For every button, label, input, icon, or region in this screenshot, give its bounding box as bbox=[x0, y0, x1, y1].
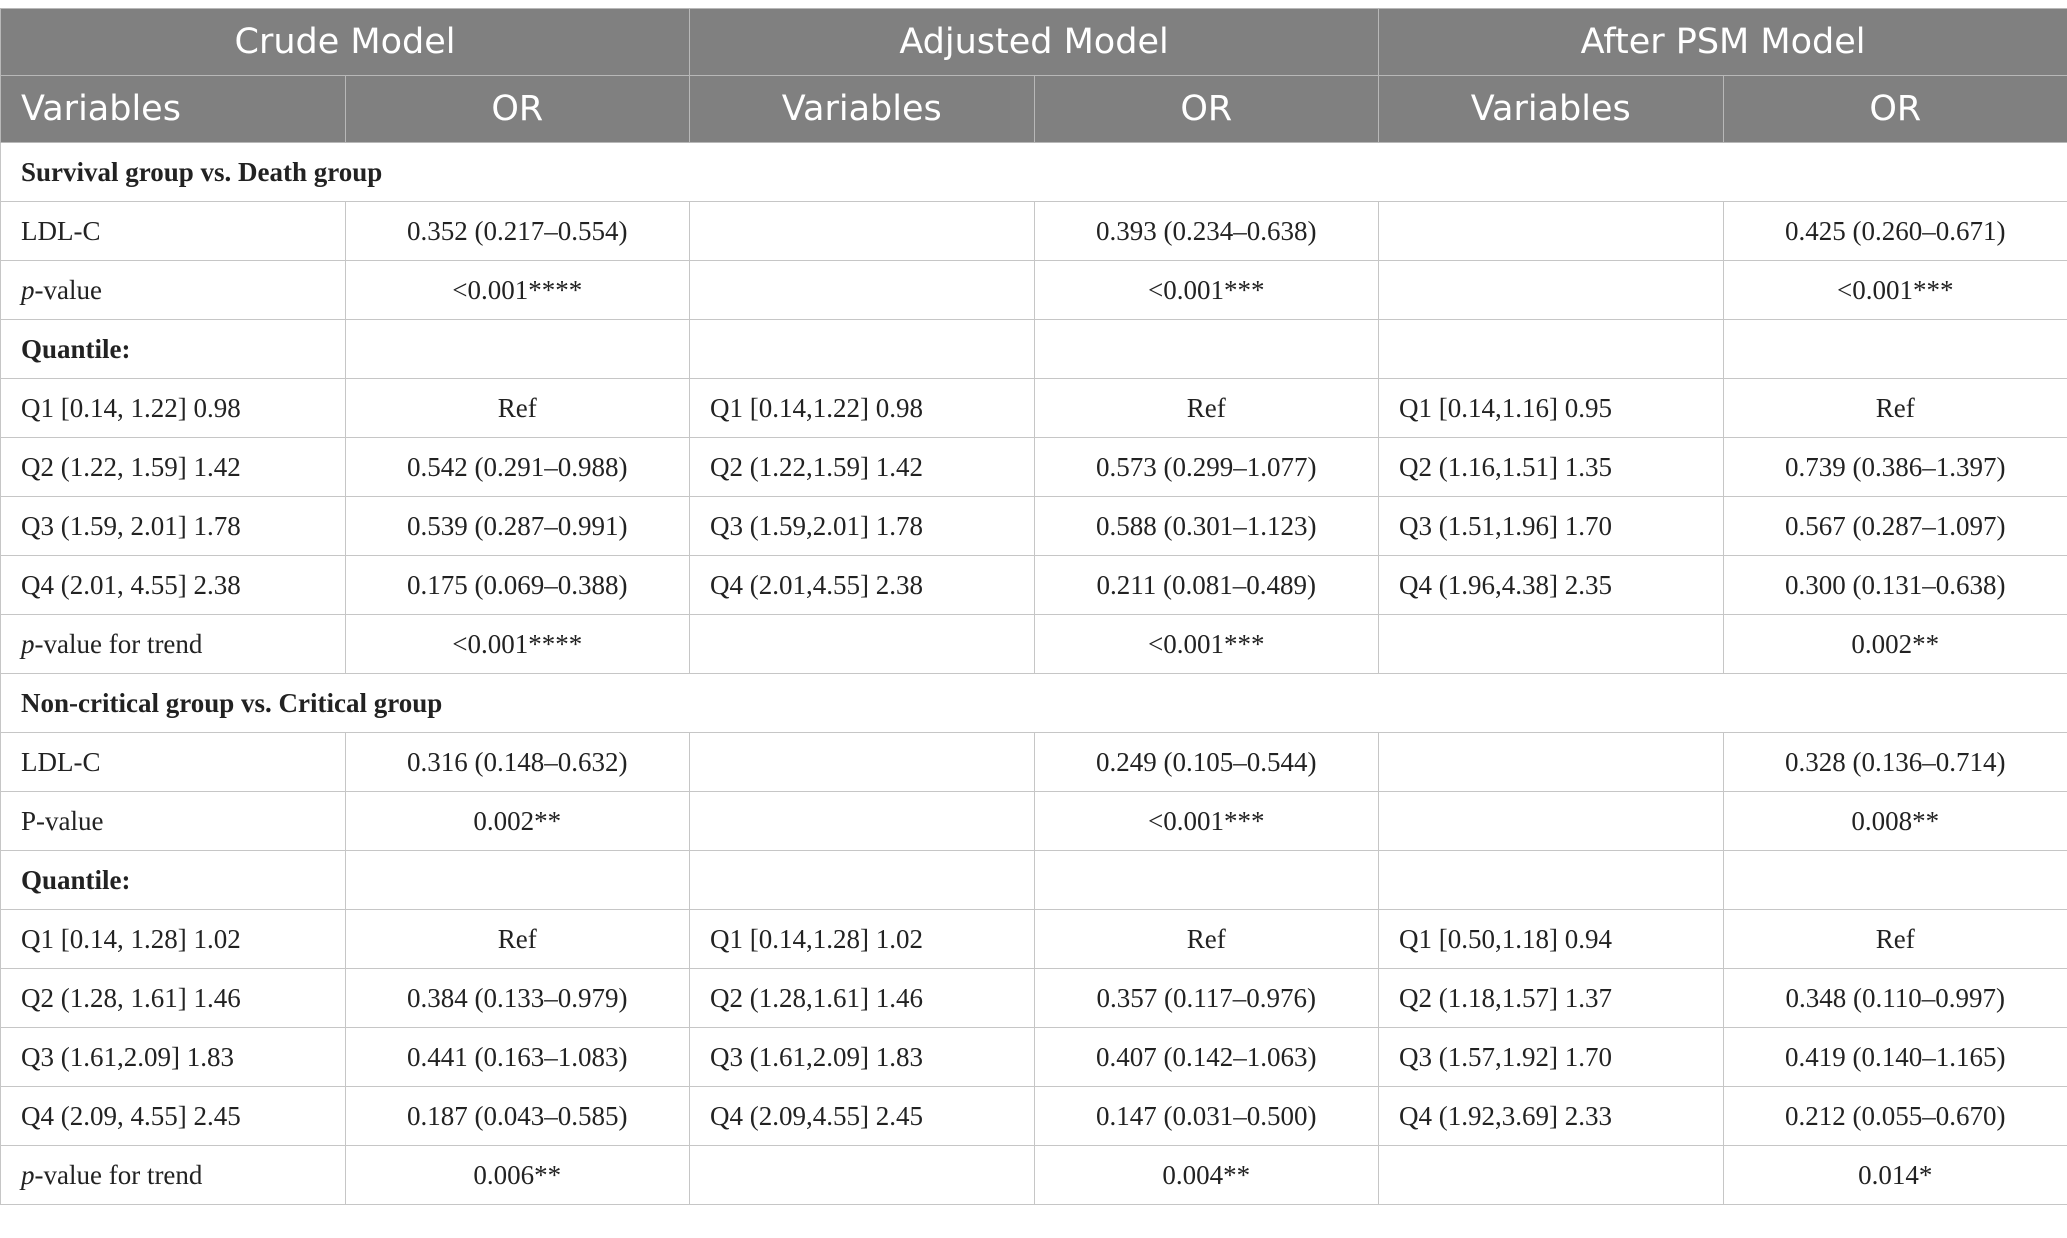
empty-cell bbox=[1723, 320, 2067, 379]
empty-cell bbox=[1379, 1146, 1724, 1205]
quantile-row bbox=[1, 379, 2067, 438]
adjusted-quantile-or: 0.147 (0.031–0.500) bbox=[1034, 1087, 1379, 1146]
crude-quantile-var: Q2 (1.28, 1.61] 1.46 bbox=[1, 969, 346, 1028]
pvalue-label bbox=[1, 261, 346, 320]
or-results-table bbox=[0, 8, 2067, 1205]
model-header-row bbox=[1, 9, 2067, 76]
adjusted-quantile-or: 0.588 (0.301–1.123) bbox=[1034, 497, 1379, 556]
section-row bbox=[1, 143, 2067, 202]
table-row bbox=[1, 851, 2067, 910]
crude-or-header: OR bbox=[345, 76, 690, 143]
empty-cell bbox=[690, 202, 1035, 261]
pvalue-label-italic: p bbox=[21, 274, 35, 305]
psm-quantile-or: 0.348 (0.110–0.997) bbox=[1723, 969, 2067, 1028]
crude-model-header: Crude Model bbox=[1, 9, 690, 76]
psm-quantile-or: 0.419 (0.140–1.165) bbox=[1723, 1028, 2067, 1087]
empty-cell bbox=[690, 792, 1035, 851]
psm-quantile-var: Q1 [0.50,1.18] 0.94 bbox=[1379, 910, 1724, 969]
psm-variables-header: Variables bbox=[1379, 76, 1724, 143]
psm-pvalue: 0.008** bbox=[1723, 792, 2067, 851]
crude-pvalue: 0.002** bbox=[345, 792, 690, 851]
pvalue-label bbox=[1, 792, 346, 851]
empty-cell bbox=[1379, 733, 1724, 792]
adjusted-or-value: 0.393 (0.234–0.638) bbox=[1034, 202, 1379, 261]
empty-cell bbox=[1379, 202, 1724, 261]
psm-quantile-var: Q4 (1.96,4.38] 2.35 bbox=[1379, 556, 1724, 615]
adjusted-quantile-or: Ref bbox=[1034, 379, 1379, 438]
quantile-row bbox=[1, 969, 2067, 1028]
trend-label bbox=[1, 1146, 346, 1205]
ldl-label: LDL-C bbox=[1, 202, 346, 261]
table-body bbox=[1, 143, 2067, 1205]
crude-quantile-or: 0.441 (0.163–1.083) bbox=[345, 1028, 690, 1087]
empty-cell bbox=[690, 615, 1035, 674]
quantile-row bbox=[1, 910, 2067, 969]
crude-quantile-var: Q4 (2.09, 4.55] 2.45 bbox=[1, 1087, 346, 1146]
adjusted-quantile-var: Q1 [0.14,1.22] 0.98 bbox=[690, 379, 1035, 438]
adjusted-quantile-var: Q2 (1.22,1.59] 1.42 bbox=[690, 438, 1035, 497]
adjusted-quantile-var: Q1 [0.14,1.28] 1.02 bbox=[690, 910, 1035, 969]
crude-trend-pvalue: <0.001**** bbox=[345, 615, 690, 674]
table-container bbox=[0, 8, 2067, 1205]
section-title: Survival group vs. Death group bbox=[1, 143, 2067, 202]
table-row bbox=[1, 733, 2067, 792]
crude-quantile-or: 0.187 (0.043–0.585) bbox=[345, 1087, 690, 1146]
crude-quantile-or: Ref bbox=[345, 910, 690, 969]
crude-quantile-var: Q3 (1.59, 2.01] 1.78 bbox=[1, 497, 346, 556]
crude-variables-header: Variables bbox=[1, 76, 346, 143]
quantile-row bbox=[1, 1087, 2067, 1146]
crude-quantile-or: 0.539 (0.287–0.991) bbox=[345, 497, 690, 556]
adjusted-model-header: Adjusted Model bbox=[690, 9, 1379, 76]
adjusted-quantile-var: Q4 (2.01,4.55] 2.38 bbox=[690, 556, 1035, 615]
crude-quantile-var: Q2 (1.22, 1.59] 1.42 bbox=[1, 438, 346, 497]
crude-trend-pvalue: 0.006** bbox=[345, 1146, 690, 1205]
adjusted-trend-pvalue: <0.001*** bbox=[1034, 615, 1379, 674]
psm-quantile-or: 0.567 (0.287–1.097) bbox=[1723, 497, 2067, 556]
empty-cell bbox=[1379, 320, 1724, 379]
adjusted-or-header: OR bbox=[1034, 76, 1379, 143]
psm-quantile-var: Q4 (1.92,3.69] 2.33 bbox=[1379, 1087, 1724, 1146]
table-row bbox=[1, 261, 2067, 320]
adjusted-quantile-var: Q3 (1.59,2.01] 1.78 bbox=[690, 497, 1035, 556]
pvalue-label-rest: P-value bbox=[21, 805, 104, 836]
table-row bbox=[1, 1146, 2067, 1205]
empty-cell bbox=[1379, 615, 1724, 674]
crude-quantile-or: Ref bbox=[345, 379, 690, 438]
psm-or-header: OR bbox=[1723, 76, 2067, 143]
crude-quantile-var: Q3 (1.61,2.09] 1.83 bbox=[1, 1028, 346, 1087]
crude-or-value: 0.316 (0.148–0.632) bbox=[345, 733, 690, 792]
psm-pvalue: <0.001*** bbox=[1723, 261, 2067, 320]
trend-label-italic: p bbox=[21, 628, 35, 659]
table-row bbox=[1, 792, 2067, 851]
quantile-row bbox=[1, 556, 2067, 615]
psm-quantile-var: Q2 (1.16,1.51] 1.35 bbox=[1379, 438, 1724, 497]
psm-quantile-or: Ref bbox=[1723, 379, 2067, 438]
empty-cell bbox=[690, 261, 1035, 320]
crude-quantile-var: Q4 (2.01, 4.55] 2.38 bbox=[1, 556, 346, 615]
empty-cell bbox=[1379, 792, 1724, 851]
section-row bbox=[1, 674, 2067, 733]
psm-trend-pvalue: 0.014* bbox=[1723, 1146, 2067, 1205]
quantile-label: Quantile: bbox=[1, 320, 346, 379]
crude-quantile-or: 0.384 (0.133–0.979) bbox=[345, 969, 690, 1028]
table-row bbox=[1, 202, 2067, 261]
empty-cell bbox=[690, 320, 1035, 379]
column-header-row bbox=[1, 76, 2067, 143]
adjusted-pvalue: <0.001*** bbox=[1034, 261, 1379, 320]
section-title: Non-critical group vs. Critical group bbox=[1, 674, 2067, 733]
table-header bbox=[1, 9, 2067, 143]
adjusted-quantile-or: 0.357 (0.117–0.976) bbox=[1034, 969, 1379, 1028]
psm-quantile-var: Q1 [0.14,1.16] 0.95 bbox=[1379, 379, 1724, 438]
trend-label bbox=[1, 615, 346, 674]
trend-label-rest: -value for trend bbox=[34, 1159, 203, 1190]
quantile-row bbox=[1, 438, 2067, 497]
empty-cell bbox=[690, 733, 1035, 792]
adjusted-quantile-or: 0.407 (0.142–1.063) bbox=[1034, 1028, 1379, 1087]
psm-quantile-var: Q2 (1.18,1.57] 1.37 bbox=[1379, 969, 1724, 1028]
empty-cell bbox=[345, 320, 690, 379]
adjusted-quantile-or: 0.211 (0.081–0.489) bbox=[1034, 556, 1379, 615]
psm-quantile-var: Q3 (1.57,1.92] 1.70 bbox=[1379, 1028, 1724, 1087]
quantile-row bbox=[1, 1028, 2067, 1087]
adjusted-or-value: 0.249 (0.105–0.544) bbox=[1034, 733, 1379, 792]
adjusted-quantile-var: Q4 (2.09,4.55] 2.45 bbox=[690, 1087, 1035, 1146]
psm-or-value: 0.425 (0.260–0.671) bbox=[1723, 202, 2067, 261]
empty-cell bbox=[690, 1146, 1035, 1205]
adjusted-pvalue: <0.001*** bbox=[1034, 792, 1379, 851]
crude-quantile-or: 0.175 (0.069–0.388) bbox=[345, 556, 690, 615]
empty-cell bbox=[1034, 320, 1379, 379]
table-row bbox=[1, 615, 2067, 674]
empty-cell bbox=[1379, 261, 1724, 320]
empty-cell bbox=[345, 851, 690, 910]
psm-quantile-var: Q3 (1.51,1.96] 1.70 bbox=[1379, 497, 1724, 556]
crude-quantile-var: Q1 [0.14, 1.22] 0.98 bbox=[1, 379, 346, 438]
crude-quantile-var: Q1 [0.14, 1.28] 1.02 bbox=[1, 910, 346, 969]
psm-quantile-or: 0.212 (0.055–0.670) bbox=[1723, 1087, 2067, 1146]
adjusted-quantile-var: Q2 (1.28,1.61] 1.46 bbox=[690, 969, 1035, 1028]
psm-quantile-or: 0.300 (0.131–0.638) bbox=[1723, 556, 2067, 615]
trend-label-italic: p bbox=[21, 1159, 35, 1190]
quantile-label: Quantile: bbox=[1, 851, 346, 910]
psm-quantile-or: Ref bbox=[1723, 910, 2067, 969]
ldl-label: LDL-C bbox=[1, 733, 346, 792]
crude-or-value: 0.352 (0.217–0.554) bbox=[345, 202, 690, 261]
quantile-row bbox=[1, 497, 2067, 556]
adjusted-variables-header: Variables bbox=[690, 76, 1035, 143]
psm-or-value: 0.328 (0.136–0.714) bbox=[1723, 733, 2067, 792]
empty-cell bbox=[1034, 851, 1379, 910]
adjusted-quantile-or: 0.573 (0.299–1.077) bbox=[1034, 438, 1379, 497]
empty-cell bbox=[1723, 851, 2067, 910]
trend-label-rest: -value for trend bbox=[34, 628, 203, 659]
psm-model-header: After PSM Model bbox=[1379, 9, 2067, 76]
adjusted-quantile-or: Ref bbox=[1034, 910, 1379, 969]
adjusted-quantile-var: Q3 (1.61,2.09] 1.83 bbox=[690, 1028, 1035, 1087]
adjusted-trend-pvalue: 0.004** bbox=[1034, 1146, 1379, 1205]
psm-trend-pvalue: 0.002** bbox=[1723, 615, 2067, 674]
empty-cell bbox=[690, 851, 1035, 910]
empty-cell bbox=[1379, 851, 1724, 910]
crude-quantile-or: 0.542 (0.291–0.988) bbox=[345, 438, 690, 497]
pvalue-label-rest: -value bbox=[34, 274, 102, 305]
psm-quantile-or: 0.739 (0.386–1.397) bbox=[1723, 438, 2067, 497]
table-row bbox=[1, 320, 2067, 379]
crude-pvalue: <0.001**** bbox=[345, 261, 690, 320]
